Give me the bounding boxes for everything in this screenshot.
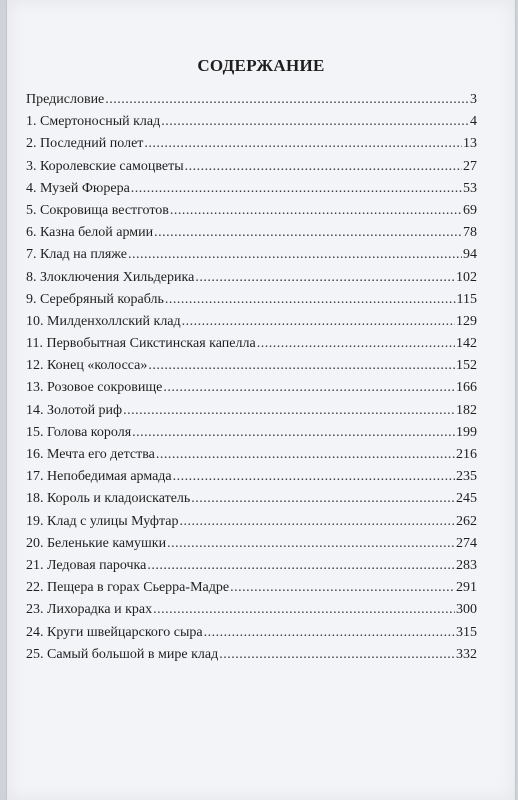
toc-entry	[26, 425, 477, 447]
toc-dot-leader	[128, 247, 462, 263]
toc-entry-title: 24. Круги швейцарского сыра	[26, 624, 203, 640]
toc-dot-leader	[144, 136, 462, 152]
toc-entry-page: 332	[456, 646, 477, 662]
toc-entry-title: 25. Самый большой в мире клад	[26, 646, 219, 662]
toc-dot-leader	[257, 336, 455, 352]
toc-entry-page: 283	[456, 557, 477, 573]
toc-entry	[26, 336, 477, 358]
toc-entry-page: 115	[456, 291, 477, 307]
toc-dot-leader	[148, 358, 455, 374]
toc-entry-title: 5. Сокровища вестготов	[26, 202, 169, 218]
toc-entry-page: 182	[456, 402, 477, 418]
toc-entry-page: 69	[463, 202, 477, 218]
toc-entry	[26, 558, 477, 580]
toc-entry-page: 199	[456, 424, 477, 440]
toc-entry-page: 3	[470, 92, 477, 107]
toc-entry	[26, 270, 477, 292]
toc-entry	[26, 225, 477, 247]
toc-dot-leader	[173, 469, 455, 485]
toc-entry	[26, 314, 477, 336]
toc-entry-page: 216	[456, 447, 477, 462]
toc-entry-title: 15. Голова короля	[26, 424, 132, 440]
toc-entry-page: 142	[456, 336, 477, 352]
toc-dot-leader	[156, 447, 455, 463]
toc-dot-leader	[185, 159, 462, 175]
toc-entry-title: 14. Золотой риф	[26, 402, 123, 418]
toc-entry-title: 23. Лихорадка и крах	[26, 602, 153, 618]
toc-entry	[26, 159, 477, 181]
toc-entry-page: 129	[456, 313, 477, 329]
toc-entry-page: 102	[456, 269, 477, 285]
toc-dot-leader	[170, 203, 462, 219]
toc-entry-page: 4	[470, 114, 477, 130]
toc-dot-leader	[191, 491, 455, 507]
toc-dot-leader	[161, 114, 469, 130]
book-page	[6, 0, 516, 800]
toc-entry-title: 6. Казна белой армии	[26, 225, 154, 241]
toc-entry-title: 12. Конец «колосса»	[26, 358, 148, 374]
toc-entry-page: 152	[456, 358, 477, 374]
toc-entry	[26, 469, 477, 491]
toc-entry-title: 9. Серебряный корабль	[26, 291, 164, 307]
toc-entry-title: 19. Клад с улицы Муфтар	[26, 513, 179, 529]
toc-entry	[26, 358, 477, 380]
toc-dot-leader	[204, 625, 455, 641]
toc-entry	[26, 92, 477, 114]
toc-entry-page: 300	[456, 602, 477, 618]
toc-entry-title: 20. Беленькие камушки	[26, 535, 167, 551]
toc-dot-leader	[165, 292, 456, 308]
toc-entry-page: 245	[456, 491, 477, 507]
toc-dot-leader	[182, 314, 455, 330]
toc-dot-leader	[167, 536, 455, 552]
table-of-contents	[26, 92, 477, 669]
toc-entry	[26, 580, 477, 602]
toc-entry-page: 53	[463, 180, 477, 196]
toc-entry-page: 291	[456, 580, 477, 596]
toc-entry	[26, 136, 477, 158]
toc-entry-title: 17. Непобедимая армада	[26, 469, 172, 485]
toc-entry-title: 22. Пещера в горах Сьерра-Мадре	[26, 580, 230, 596]
toc-entry-page: 78	[463, 225, 477, 241]
toc-entry	[26, 203, 477, 225]
toc-dot-leader	[179, 514, 455, 530]
toc-entry	[26, 292, 477, 314]
toc-entry	[26, 647, 477, 669]
toc-entry-title: 8. Злоключения Хильдерика	[26, 269, 195, 285]
toc-entry-title: 3. Королевские самоцветы	[26, 158, 184, 174]
toc-dot-leader	[195, 270, 455, 286]
toc-dot-leader	[123, 403, 455, 419]
toc-dot-leader	[153, 602, 455, 618]
toc-entry-page: 27	[463, 158, 477, 174]
toc-entry-title: 21. Ледовая парочка	[26, 557, 147, 573]
toc-entry-page: 166	[456, 380, 477, 396]
toc-dot-leader	[132, 425, 455, 441]
toc-dot-leader	[230, 580, 455, 596]
toc-entry	[26, 447, 477, 469]
page-title: СОДЕРЖАНИЕ	[197, 56, 325, 75]
toc-entry-page: 262	[456, 513, 477, 529]
toc-dot-leader	[219, 647, 455, 663]
toc-entry-title: 4. Музей Фюрера	[26, 180, 130, 196]
toc-entry-title: 11. Первобытная Сикстинская капелла	[26, 336, 256, 352]
toc-entry-title: 10. Милденхоллский клад	[26, 313, 181, 329]
toc-entry-page: 235	[456, 469, 477, 485]
toc-entry	[26, 625, 477, 647]
toc-dot-leader	[131, 181, 462, 197]
toc-entry-title: Предисловие	[26, 92, 105, 107]
toc-entry	[26, 403, 477, 425]
toc-entry-title: 2. Последний полет	[26, 136, 144, 152]
toc-entry-page: 94	[463, 247, 477, 263]
toc-entry-title: 13. Розовое сокровище	[26, 380, 163, 396]
toc-dot-leader	[105, 92, 469, 108]
toc-entry-page: 274	[456, 535, 477, 551]
toc-dot-leader	[154, 225, 462, 241]
toc-entry	[26, 114, 477, 136]
toc-entry-title: 16. Мечта его детства	[26, 447, 155, 462]
toc-entry-page: 315	[456, 624, 477, 640]
toc-entry	[26, 380, 477, 402]
toc-entry-title: 7. Клад на пляже	[26, 247, 127, 263]
toc-entry	[26, 247, 477, 269]
toc-entry-title: 1. Смертоносный клад	[26, 114, 161, 130]
toc-entry	[26, 491, 477, 513]
toc-entry	[26, 181, 477, 203]
toc-dot-leader	[147, 558, 455, 574]
toc-entry	[26, 514, 477, 536]
toc-dot-leader	[163, 380, 455, 396]
toc-entry	[26, 536, 477, 558]
toc-entry	[26, 602, 477, 624]
toc-entry-title: 18. Король и кладоискатель	[26, 491, 191, 507]
toc-entry-page: 13	[463, 136, 477, 152]
toc-list	[26, 92, 477, 669]
